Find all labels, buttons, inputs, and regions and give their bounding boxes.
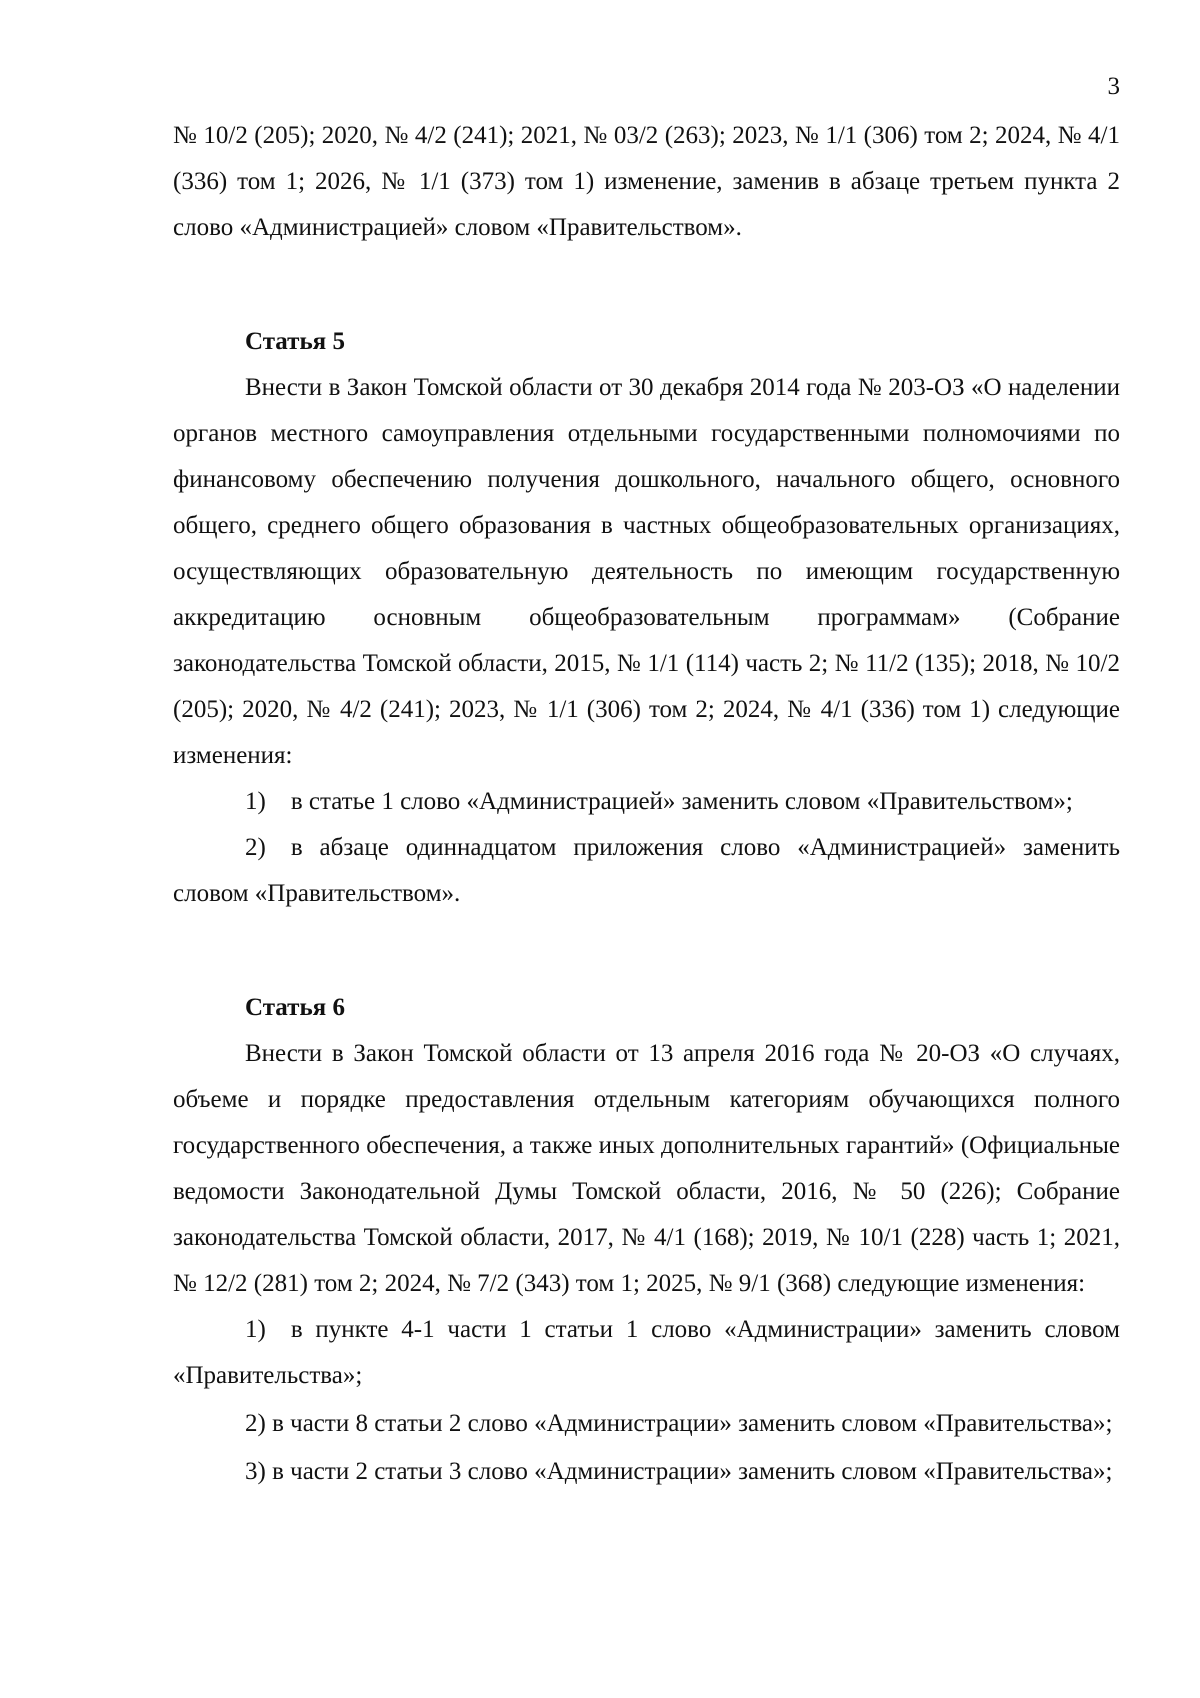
article-6-item-3: 3) в части 2 статьи 3 слово «Администрации» заменить словом «Правительства»; bbox=[245, 1458, 1113, 1485]
section-gap bbox=[173, 917, 1120, 985]
article-5 bbox=[173, 319, 1120, 917]
article-5-heading: Статья 5 bbox=[245, 328, 345, 355]
document-body bbox=[173, 113, 1120, 1497]
article-5-body: Внести в Закон Томской области от 30 декабря 2014 года № 203-ОЗ «О наделении органов местного самоуправления отдельными государственными полномочиями по финансовому обеспечению получения дошкольного, начального общего, основного общего, среднего общего образования в частных общеобразовательных организациях, осуществляющих образовательную деятельность по имеющим государственную аккредитацию основным общеобразовательным программам» (Собрание законодательства Томской области, 2015, № 1/1 (114) часть 2; № 11/2 (135); 2018, № 10/2 (205); 2020, № 4/2 (241); 2023, № 1/1 (306) том 2; 2024, № 4/1 (336) том 1) следующие изменения: bbox=[173, 374, 1120, 769]
section-gap bbox=[173, 251, 1120, 319]
article-6-item-2: 2) в части 8 статьи 2 слово «Администрации» заменить словом «Правительства»; bbox=[245, 1410, 1113, 1437]
article-6-item-1: 1) в пункте 4-1 части 1 статьи 1 слово «Администрации» заменить словом «Правительства»; bbox=[173, 1316, 1120, 1389]
page-number: 3 bbox=[1107, 73, 1120, 100]
intro-paragraph: № 10/2 (205); 2020, № 4/2 (241); 2021, № 03/2 (263); 2023, № 1/1 (306) том 2; 2024, № 4/1 (336) том 1; 2026, № 1/1 (373) том 1) изменение, заменив в абзаце третьем пункта 2 слово «Администрацией» словом «Правительством». bbox=[173, 122, 1120, 241]
article-5-item-2: 2) в абзаце одиннадцатом приложения слово «Администрацией» заменить словом «Правительством». bbox=[173, 834, 1120, 907]
article-6 bbox=[173, 985, 1120, 1495]
article-6-body: Внести в Закон Томской области от 13 апреля 2016 года № 20-ОЗ «О случаях, объеме и порядке предоставления отдельным категориям обучающихся полного государственного обеспечения, а также иных дополнительных гарантий» (Официальные ведомости Законодательной Думы Томской области, 2016, № 50 (226); Собрание законодательства Томской области, 2017, № 4/1 (168); 2019, № 10/1 (228) часть 1; 2021, № 12/2 (281) том 2; 2024, № 7/2 (343) том 1; 2025, № 9/1 (368) следующие изменения: bbox=[173, 1040, 1120, 1297]
article-5-item-1: 1) в статье 1 слово «Администрацией» заменить словом «Правительством»; bbox=[245, 788, 1073, 815]
article-6-heading: Статья 6 bbox=[245, 994, 345, 1021]
